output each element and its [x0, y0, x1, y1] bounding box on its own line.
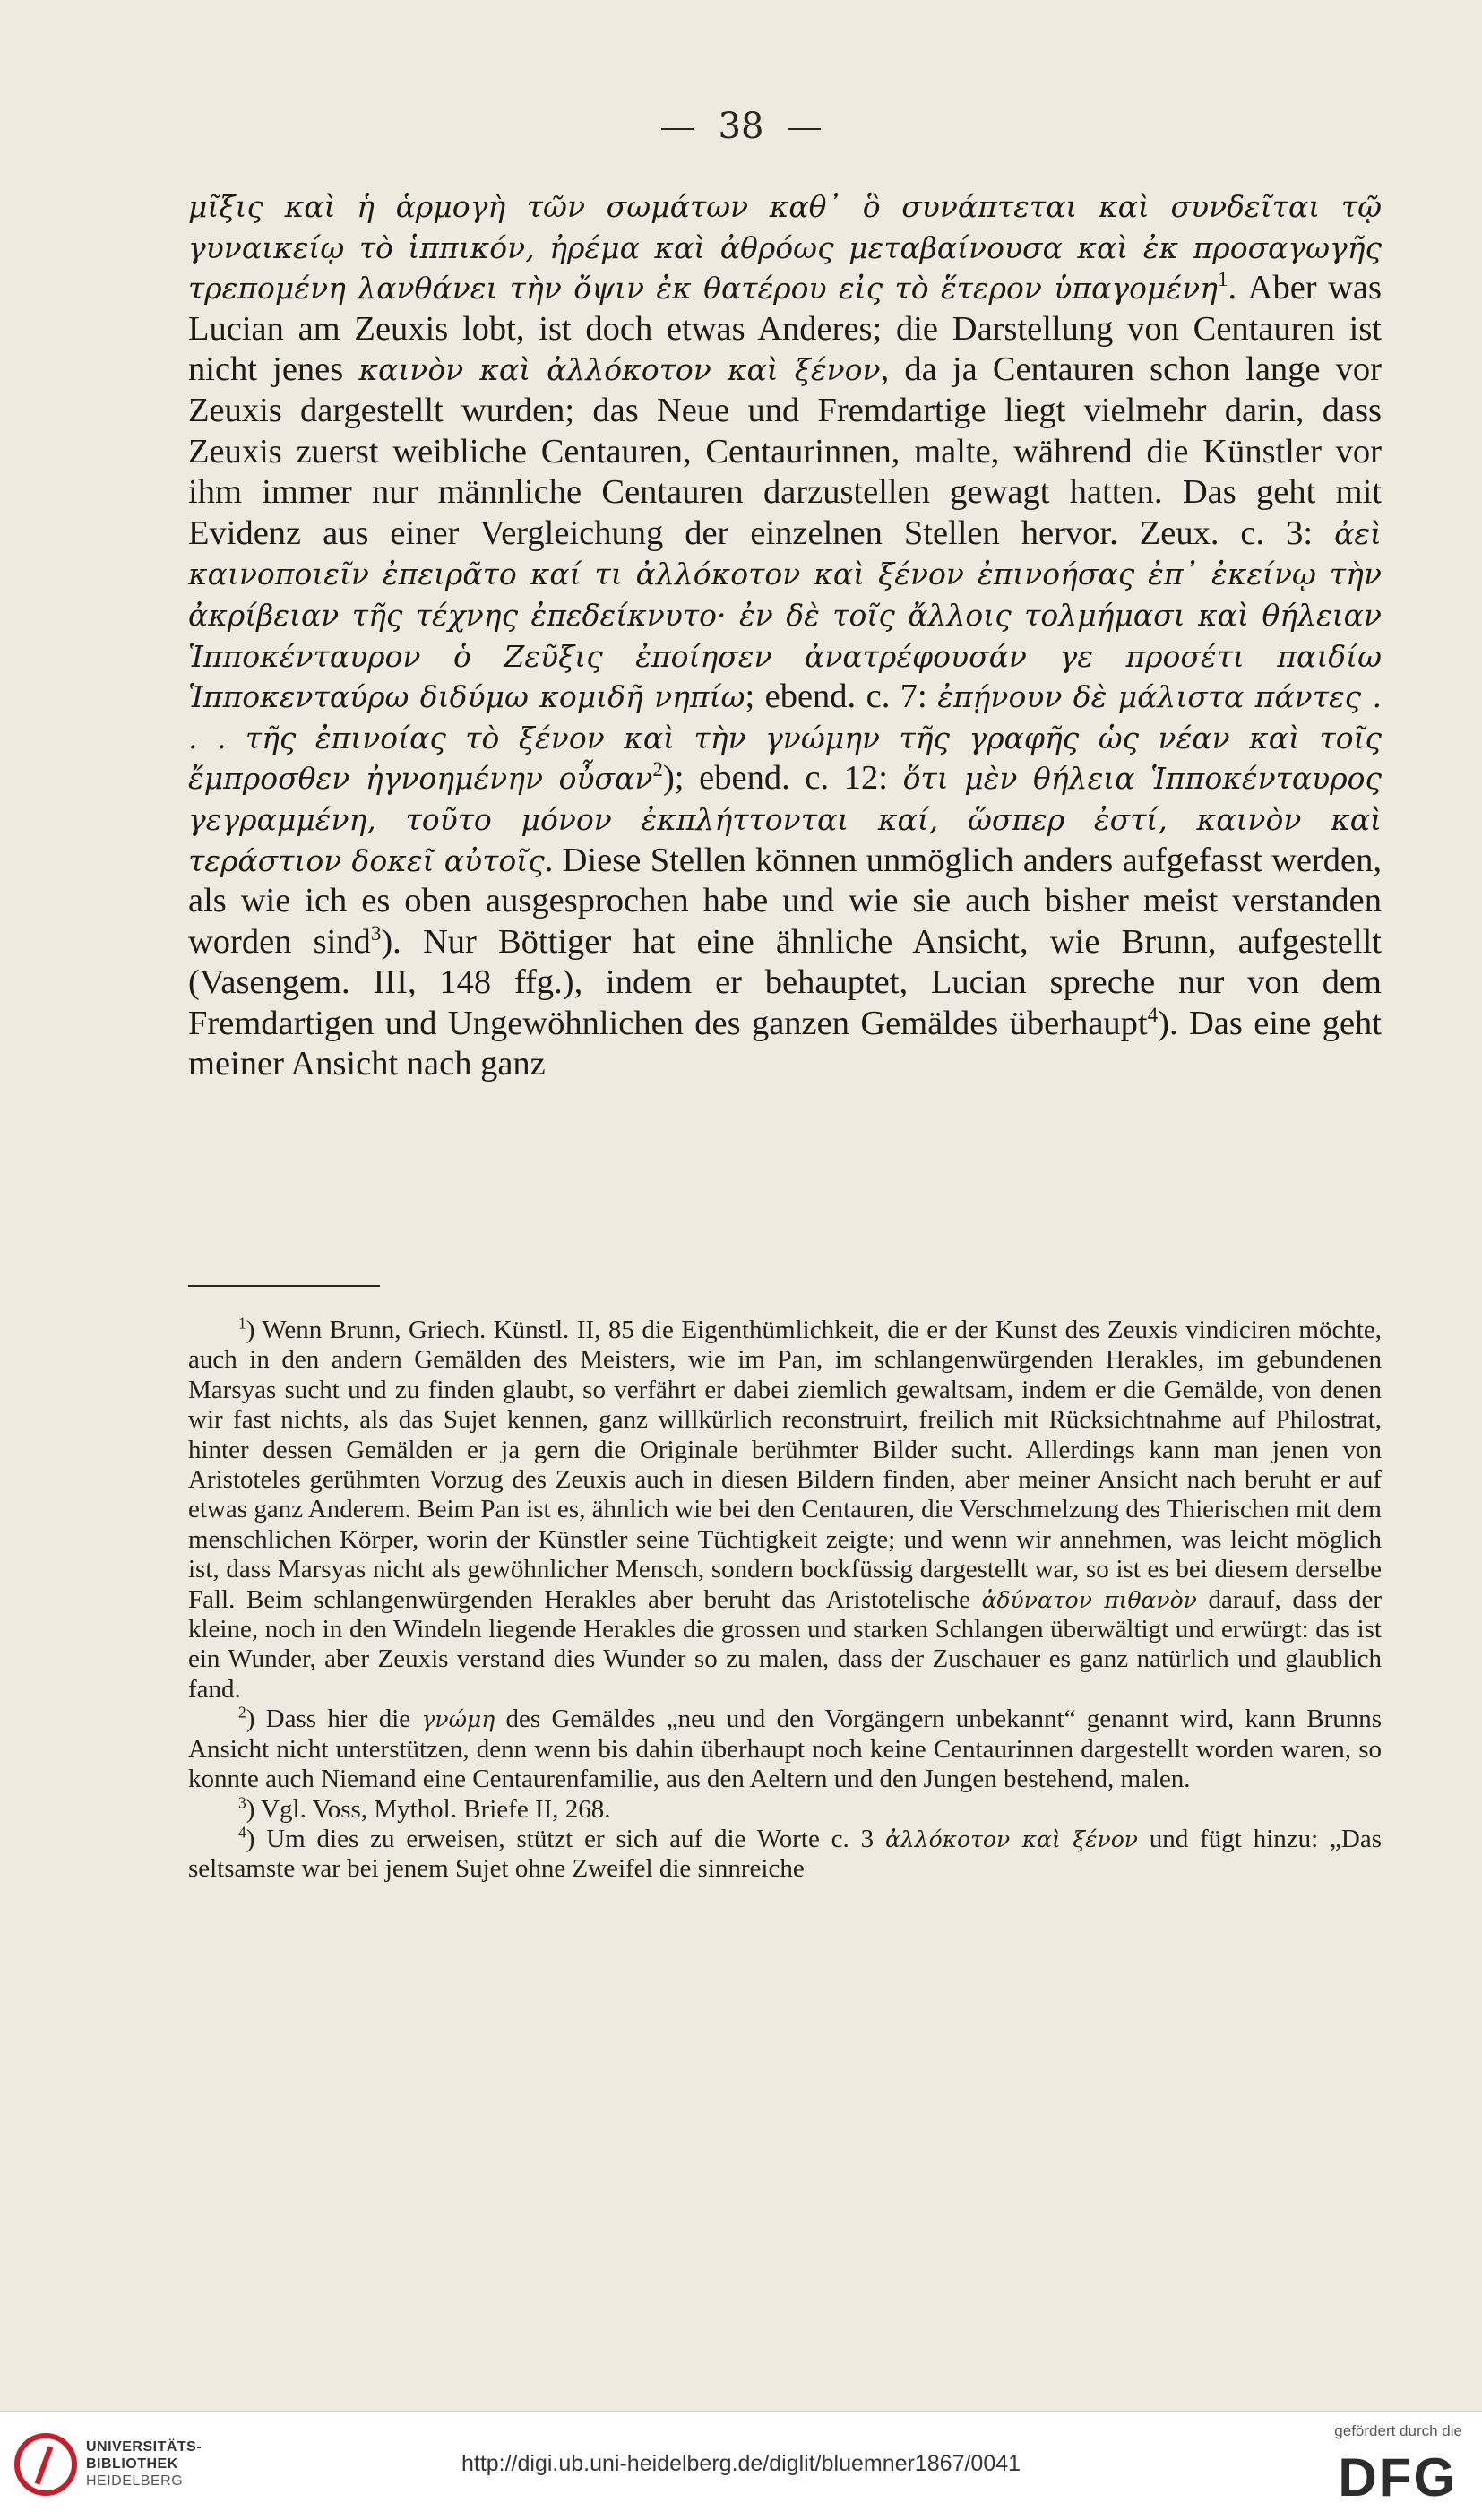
greek-quote: ἀεὶ καινοποιεῖν ἐπειρᾶτο καί τι ἀλλόκοτον καὶ ξένον ἐπινοήσας ἐπ᾽ ἐκείνῳ τὴν ἀκρίβειαν τῆς τέχνης ἐπεδείκνυτο· ἐν δὲ τοῖς ἄλλοις τολμήμασι καὶ θήλειαν Ἱπποκένταυρον ὁ Ζεῦξις ἐποίησεν ἀνατρέφουσάν γε προσέτι παιδίω Ἱπποκενταύρω διδύμω κομιδῆ νηπίω	[188, 515, 1382, 715]
text-run: ). Das eine geht meiner Ansicht nach ganz	[188, 1004, 1382, 1083]
text-run: ); ebend. c. 12:	[662, 759, 903, 798]
text-run: ) Wenn Brunn, Griech. Künstl. II, 85 die Eigenthümlichkeit, die er der Kunst des Zeuxis vindiciren möchte, auch in den andern Gemälden des Meisters, wie im Pan, im schlangenwürgenden Herakles, im gebundenen Marsyas sucht und zu finden glaubt, so verfährt er dabei ziemlich gewaltsam, indem er die Gemälde, von denen wir fast nichts, als das Sujet kennen, ganz willkürlich reconstruirt, freilich mit Rücksichtnahme auf Philostrat, hinter dessen Gemälden er ja gern die Originale berühmter Bilder sucht. Allerdings kann man jenen von Aristoteles gerühmten Vorzug des Zeuxis auch in diesen Bildern finden, aber meiner Ansicht nach beruht er auf etwas ganz Anderem. Beim Pan ist es, ähnlich wie bei den Centauren, die Verschmelzung des Thierischen mit dem menschlichen Körper, worin der Künstler seine Tüchtigkeit zeigte; und wenn wir annehmen, was leicht möglich ist, dass Marsyas nicht als gewöhnlicher Mensch, sondern bockfüssig dargestellt war, so ist es bei diesem derselbe Fall. Beim schlangenwürgenden Herakles aber beruht das Aristotelische	[188, 1316, 1382, 1614]
footnote-ref[interactable]: 1	[238, 1314, 246, 1333]
text-run: und fügt hinzu: „Das seltsamste war bei jenem Sujet ohne Zweifel die sinnreiche	[188, 1824, 1382, 1884]
permalink-url[interactable]: http://digi.ub.uni-heidelberg.de/diglit/bluemner1867/0041	[461, 2451, 1021, 2476]
footnote	[188, 1704, 1382, 1794]
dash-left	[661, 128, 694, 130]
greek-quote: ἐπῄνουν δὲ μάλιστα πάντες . . . τῆς ἐπινοίας τὸ ξένον καὶ τὴν γνώμην τῆς γραφῆς ὡς νέαν καὶ τοῖς ἔμπροσθεν ἠγνοημένην οὖσαν	[188, 679, 1382, 797]
footnote-ref[interactable]: 2	[238, 1703, 246, 1722]
footnote	[188, 1316, 1382, 1704]
text-run: darauf, dass der kleine, noch in den Windeln liegende Herakles die grossen und starken Schlangen überwältigt und erwürgt: das ist ein Wunder, aber Zeuxis verstand dies Wunder so zu malen, dass der Zuschauer es ganz natürlich und glaublich fand.	[188, 1584, 1383, 1704]
footnote	[188, 1825, 1382, 1885]
footnote-ref[interactable]: 4	[1147, 1003, 1159, 1027]
library-line: HEIDELBERG	[86, 2473, 184, 2489]
footnote-ref[interactable]: 3	[370, 920, 382, 945]
text-run: des Gemäldes „neu und den Vorgängern unbekannt“ genannt wird, kann Brunns Ansicht nicht unterstützen, denn wenn bis dahin überhaupt noch keine Centaurinnen dargestellt worden waren, so konnte auch Niemand eine Centaurenfamilie, aus den Aeltern und den Jungen bestehend, malen.	[188, 1704, 1383, 1794]
text-run: ) Dass hier die	[246, 1704, 422, 1734]
footer-bar	[0, 2411, 1482, 2520]
text-run: ; ebend. c. 7:	[745, 677, 938, 716]
library-line: UNIVERSITÄTS-	[86, 2439, 202, 2455]
greek-quote: ὅτι μὲν θήλεια Ἱπποκένταυρος γεγραμμένη, τοῦτο μόνον ἐκπλήττονται καί, ὥσπερ ἐστί, καινὸν καὶ τεράστιον δοκεῖ αὐτοῖς	[188, 761, 1382, 878]
footnote-ref[interactable]: 2	[652, 757, 663, 781]
dash-right	[788, 128, 821, 130]
greek-quote: ἀδύνατον πιθανὸν	[981, 1586, 1197, 1613]
footnote-ref[interactable]: 4	[238, 1823, 246, 1842]
footnote-ref[interactable]: 1	[1217, 267, 1228, 291]
text-run: , da ja Centauren schon lange vor Zeuxis dargestellt wurden; das Neue und Fremdartige liegt vielmehr darin, dass Zeuxis zuerst weibliche Centauren, Centaurinnen, malte, während die Künstler vor ihm immer nur männliche Centauren darzustellen gewagt hatten. Das geht mit Evidenz aus einer Vergleichung der einzelnen Stellen hervor. Zeux. c. 3:	[188, 350, 1382, 552]
footnotes	[188, 1316, 1382, 1885]
library-line: BIBLIOTHEK	[86, 2456, 178, 2472]
footnote-divider	[188, 1285, 380, 1287]
page-number: 38	[0, 106, 1482, 147]
text-run: . Diese Stellen können unmöglich anders aufgefasst werden, als wie ich es oben ausgesprochen habe und wie sie auch bisher meist verstanden worden sind	[188, 841, 1382, 961]
text-run: ). Nur Böttiger hat eine ähnliche Ansicht, wie Brunn, aufgestellt (Vasengem. III, 148 ffg.), indem er behauptet, Lucian spreche nur von dem Fremdartigen und Ungewöhnlichen des ganzen Gemäldes überhaupt	[188, 922, 1382, 1042]
main-text	[188, 186, 1382, 1085]
footnote-ref[interactable]: 3	[238, 1792, 246, 1811]
greek-quote: ἀλλόκοτον καὶ ξένον	[885, 1825, 1138, 1852]
greek-quote: καινὸν καὶ ἀλλόκοτον καὶ ξένον	[358, 352, 881, 388]
greek-quote: γνώμη	[421, 1706, 495, 1733]
funding-label: gefördert durch die	[1334, 2422, 1462, 2439]
text-run: ) Vgl. Voss, Mythol. Briefe II, 268.	[246, 1794, 611, 1824]
greek-quote: μῖξις καὶ ἡ ἁρμογὴ τῶν σωμάτων καθ᾽ ὃ συνάπτεται καὶ συνδεῖται τῷ γυναικείῳ τὸ ἱππικόν, ἠρέμα καὶ ἀθρόως μεταβαίνουσα καὶ ἐκ προσαγωγῆς τρεπομένη λανθάνει τὴν ὄψιν ἐκ θατέρου εἰς τὸ ἕτερον ὑπαγομένη	[188, 189, 1382, 306]
text-run: ) Um dies zu erweisen, stützt er sich auf die Worte c. 3	[246, 1824, 885, 1853]
text-run: . Aber was Lucian am Zeuxis lobt, ist doch etwas Anderes; die Darstellung von Centauren ist nicht jenes	[188, 269, 1382, 389]
footnote	[188, 1792, 1382, 1825]
dfg-logo[interactable]: DFG	[1338, 2447, 1457, 2507]
